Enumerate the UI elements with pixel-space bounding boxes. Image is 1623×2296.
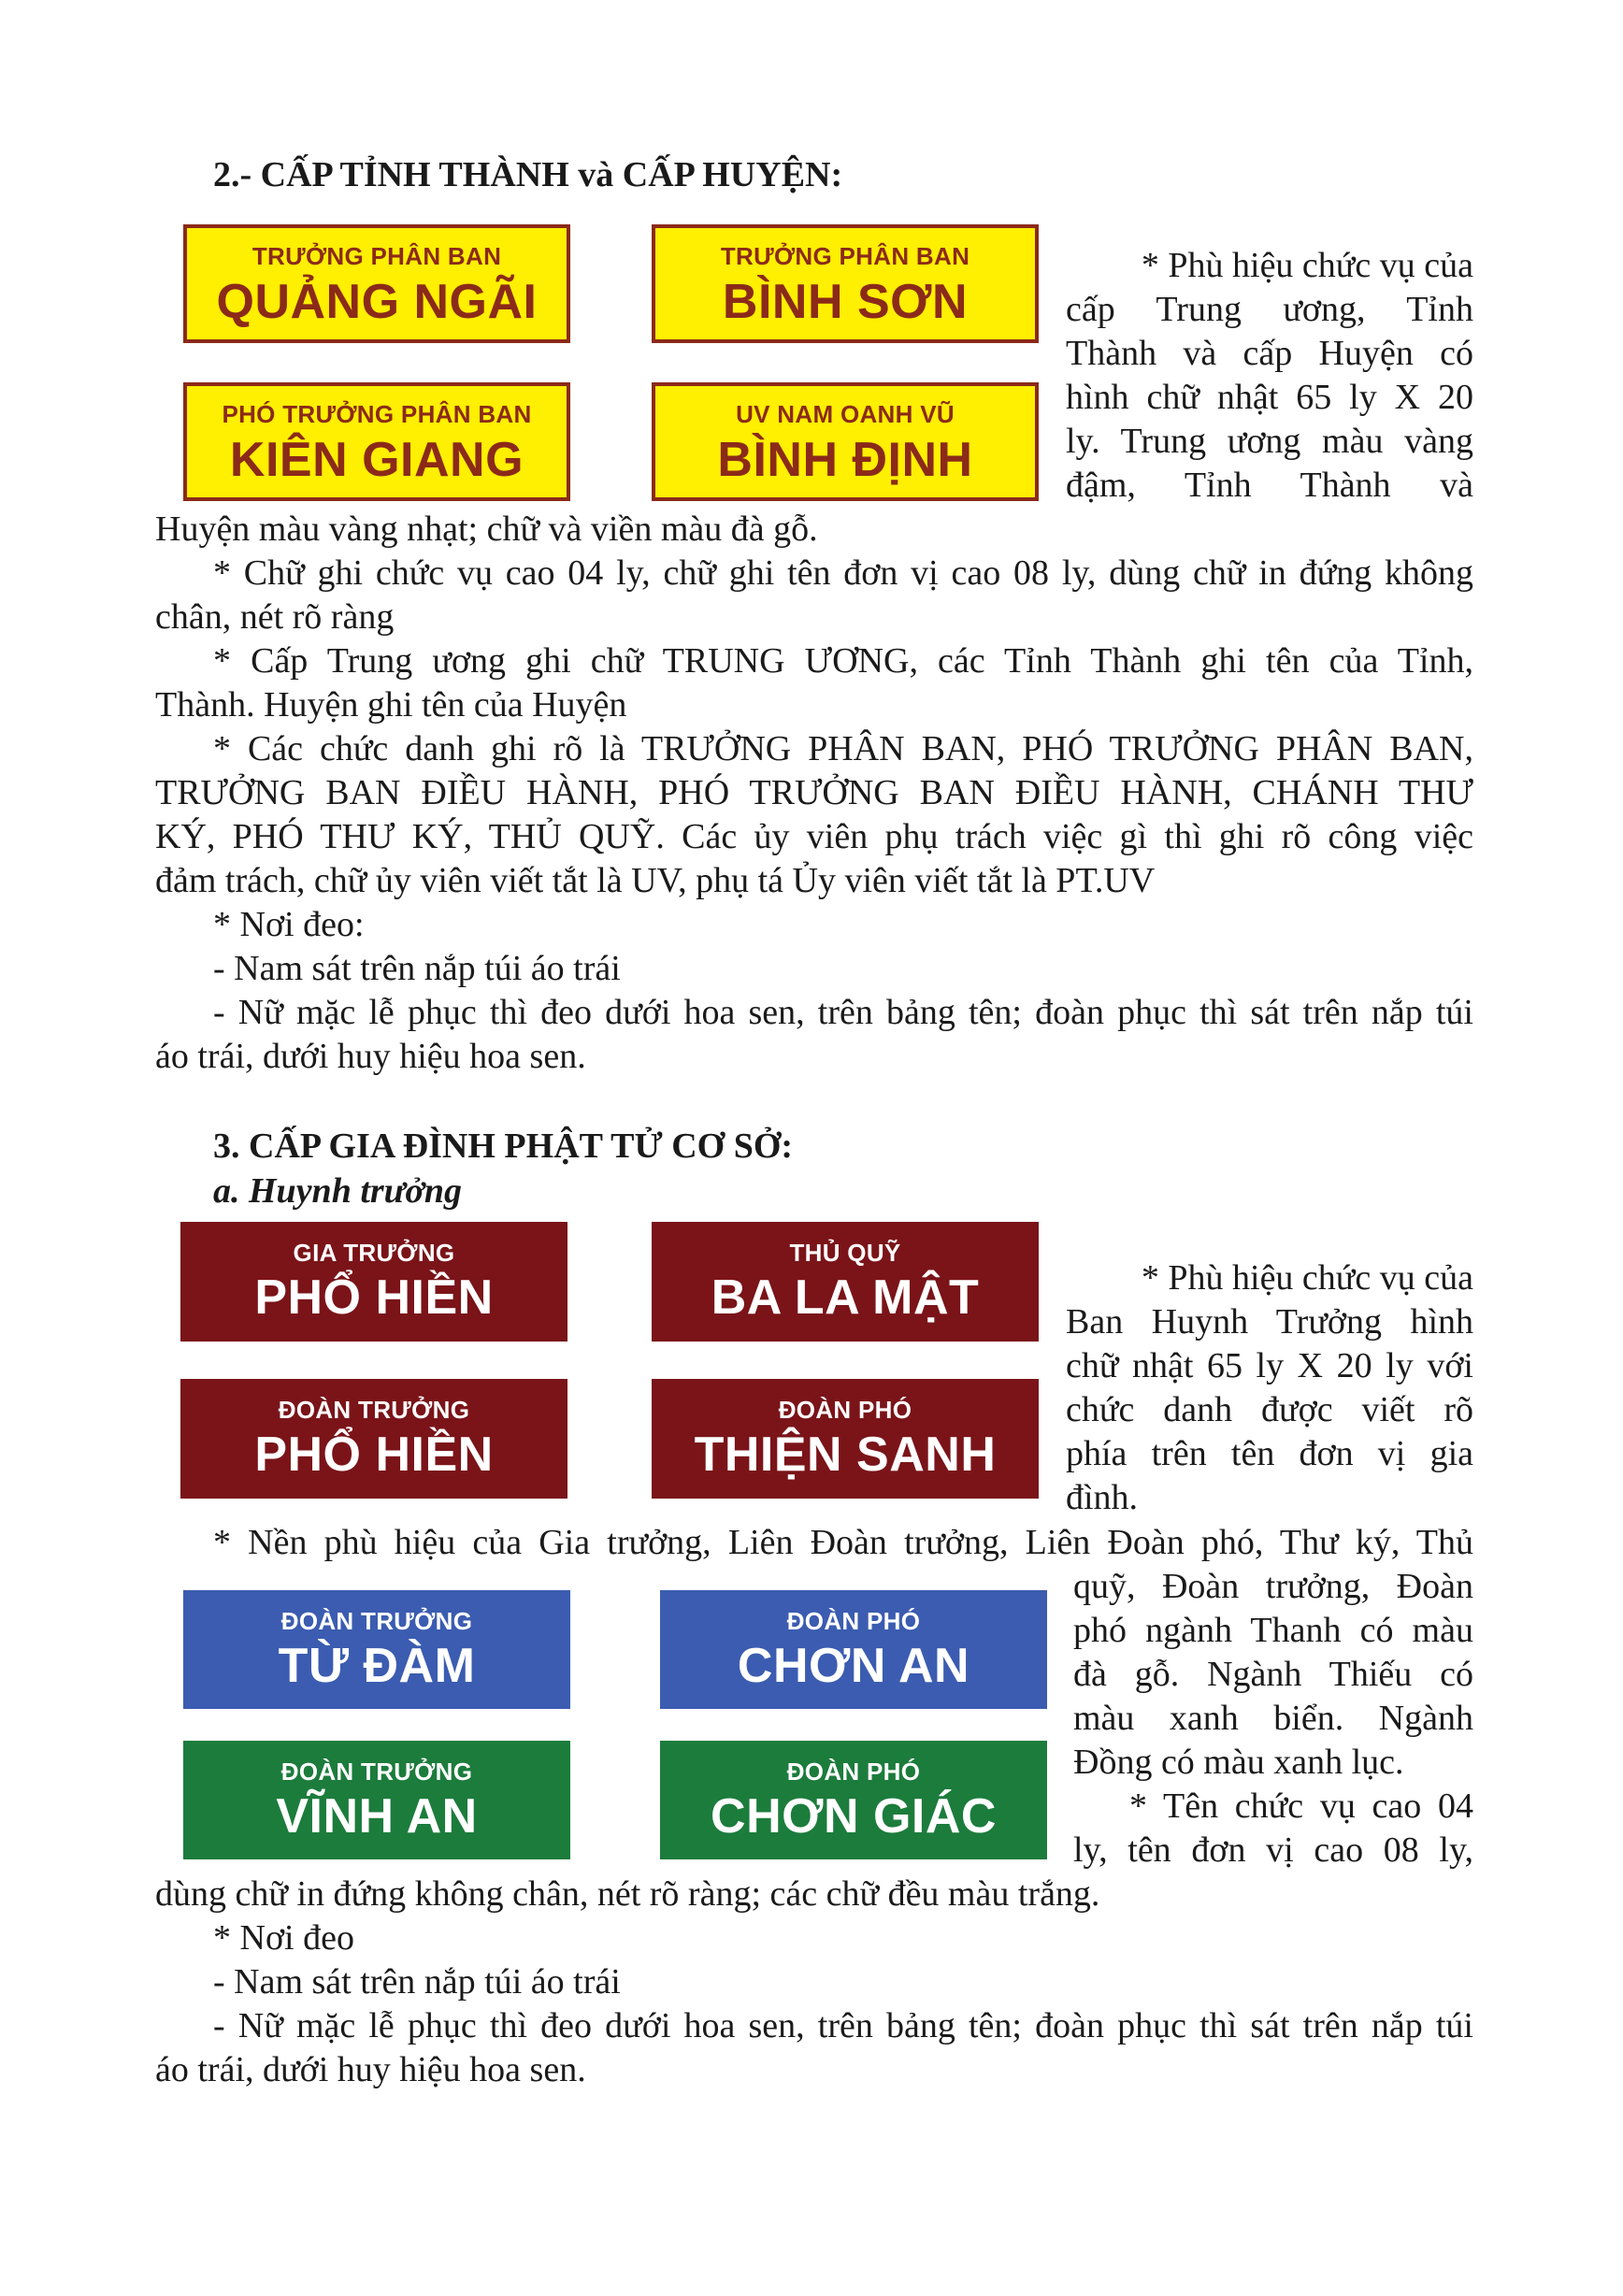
badge-role: ĐOÀN TRƯỞNG: [280, 1607, 473, 1635]
side-text-line: * Phù hiệu chức vụ của: [1141, 1258, 1473, 1298]
body-text-line: * Cấp Trung ương ghi chữ TRUNG ƯƠNG, các Tỉnh Thành ghi tên của Tỉnh,: [213, 641, 1473, 681]
side-text-line: ly, tên đơn vị cao 08 ly,: [1073, 1830, 1473, 1870]
badge-unit: KIÊN GIANG: [229, 433, 524, 487]
badge-doan-pho-chon-giac: [660, 1741, 1047, 1859]
body-text-line: chân, nét rõ ràng: [155, 597, 395, 637]
badge-truong-phan-ban-binh-son: [652, 224, 1039, 343]
side-text-line: Đồng có màu xanh lục.: [1073, 1743, 1404, 1782]
badge-role: UV NAM OANH VŨ: [736, 400, 955, 428]
badge-unit: CHƠN AN: [737, 1639, 970, 1693]
badge-unit: QUẢNG NGÃI: [216, 275, 538, 329]
badge-gia-truong-pho-hien: [180, 1222, 567, 1342]
badge-unit: THIỆN SANH: [694, 1428, 997, 1482]
side-text-line: * Phù hiệu chức vụ của: [1141, 246, 1473, 285]
side-text-line: đậm, Tỉnh Thành và: [1066, 466, 1473, 505]
badge-doan-pho-chon-an: [660, 1590, 1047, 1709]
section3-subheading: a. Huynh trưởng: [213, 1171, 462, 1211]
badge-role: PHÓ TRƯỞNG PHÂN BAN: [222, 400, 532, 428]
badge-unit: CHƠN GIÁC: [711, 1789, 997, 1844]
badge-thu-quy-ba-la-mat: [652, 1222, 1039, 1342]
badge-unit: VĨNH AN: [276, 1789, 478, 1844]
section3-heading: 3. CẤP GIA ĐÌNH PHẬT TỬ CƠ SỞ:: [213, 1126, 794, 1166]
side-text-line: Thành và cấp Huyện có: [1066, 334, 1473, 373]
badge-role: ĐOÀN PHÓ: [778, 1396, 912, 1424]
body-text-line: KÝ, PHÓ THƯ KÝ, THỦ QUỸ. Các ủy viên phụ trách việc gì thì ghi rõ công việc: [155, 817, 1473, 856]
badge-unit: BÌNH ĐỊNH: [717, 433, 973, 487]
body-text-line: * Nền phù hiệu của Gia trưởng, Liên Đoàn trưởng, Liên Đoàn phó, Thư ký, Thủ: [213, 1523, 1473, 1562]
body-text-line: * Chữ ghi chức vụ cao 04 ly, chữ ghi tên đơn vị cao 08 ly, dùng chữ in đứng không: [213, 553, 1473, 593]
badge-pho-truong-phan-ban-kien-giang: [183, 382, 570, 501]
badge-doan-truong-vinh-an: [183, 1741, 570, 1859]
badge-doan-pho-thien-sanh: [652, 1379, 1039, 1499]
badge-role: TRƯỞNG PHÂN BAN: [720, 242, 970, 270]
badge-truong-phan-ban-quang-ngai: [183, 224, 570, 343]
badge-unit: PHỔ HIỀN: [254, 1428, 494, 1482]
body-text-line: TRƯỞNG BAN ĐIỀU HÀNH, PHÓ TRƯỞNG BAN ĐIỀU HÀNH, CHÁNH THƯ: [155, 773, 1473, 812]
side-text-line: * Tên chức vụ cao 04: [1129, 1787, 1473, 1826]
body-text-line: Huyện màu vàng nhạt; chữ và viền màu đà gỗ.: [155, 509, 818, 549]
body-text-line: * Các chức danh ghi rõ là TRƯỞNG PHÂN BAN, PHÓ TRƯỞNG PHÂN BAN,: [213, 729, 1473, 768]
badge-unit: BA LA MẬT: [711, 1270, 980, 1325]
body-text-line: - Nam sát trên nắp túi áo trái: [213, 1962, 621, 2002]
badge-doan-truong-tu-dam: [183, 1590, 570, 1709]
side-text-line: quỹ, Đoàn trưởng, Đoàn: [1073, 1567, 1473, 1606]
side-text-line: màu xanh biển. Ngành: [1073, 1699, 1473, 1738]
body-text-line: - Nam sát trên nắp túi áo trái: [213, 949, 621, 988]
body-text-line: - Nữ mặc lễ phục thì đeo dưới hoa sen, trên bảng tên; đoàn phục thì sát trên nắp túi: [213, 993, 1473, 1032]
side-text-line: đà gỗ. Ngành Thiếu có: [1073, 1655, 1473, 1694]
side-text-line: hình chữ nhật 65 ly X 20: [1066, 378, 1473, 417]
side-text-line: chữ nhật 65 ly X 20 ly với: [1066, 1346, 1473, 1385]
badge-role: ĐOÀN PHÓ: [786, 1758, 921, 1786]
badge-role: ĐOÀN PHÓ: [786, 1607, 921, 1635]
body-text-line: áo trái, dưới huy hiệu hoa sen.: [155, 2050, 586, 2089]
badge-unit: PHỔ HIỀN: [254, 1270, 494, 1325]
side-text-line: cấp Trung ương, Tỉnh: [1066, 290, 1473, 329]
side-text-line: chức danh được viết rõ: [1066, 1390, 1473, 1429]
badge-role: GIA TRƯỞNG: [293, 1239, 455, 1267]
badge-role: ĐOÀN TRƯỞNG: [278, 1396, 470, 1424]
side-text-line: ly. Trung ương màu vàng: [1066, 422, 1473, 461]
side-text-line: Ban Huynh Trưởng hình: [1066, 1302, 1473, 1342]
body-text-line: áo trái, dưới huy hiệu hoa sen.: [155, 1037, 586, 1076]
badge-unit: TỪ ĐÀM: [278, 1639, 476, 1693]
badge-role: THỦ QUỸ: [789, 1239, 901, 1267]
badge-unit: BÌNH SƠN: [722, 275, 969, 329]
badge-doan-truong-pho-hien: [180, 1379, 567, 1499]
badge-role: ĐOÀN TRƯỞNG: [280, 1758, 473, 1786]
side-text-line: phía trên tên đơn vị gia: [1066, 1434, 1473, 1473]
body-text-line: dùng chữ in đứng không chân, nét rõ ràng; các chữ đều màu trắng.: [155, 1874, 1100, 1914]
section2-heading: 2.- CẤP TỈNH THÀNH và CẤP HUYỆN:: [213, 155, 843, 194]
side-text-line: phó ngành Thanh có màu: [1073, 1611, 1473, 1650]
body-text-line: Thành. Huyện ghi tên của Huyện: [155, 685, 627, 725]
body-text-line: đảm trách, chữ ủy viên viết tắt là UV, phụ tá Ủy viên viết tắt là PT.UV: [155, 861, 1156, 900]
badge-uv-nam-oanh-vu-binh-dinh: [652, 382, 1039, 501]
body-text-line: * Nơi đeo:: [213, 905, 365, 944]
side-text-line: đình.: [1066, 1478, 1139, 1517]
body-text-line: - Nữ mặc lễ phục thì đeo dưới hoa sen, trên bảng tên; đoàn phục thì sát trên nắp túi: [213, 2006, 1473, 2045]
body-text-line: * Nơi đeo: [213, 1918, 354, 1958]
badge-role: TRƯỞNG PHÂN BAN: [251, 242, 502, 270]
